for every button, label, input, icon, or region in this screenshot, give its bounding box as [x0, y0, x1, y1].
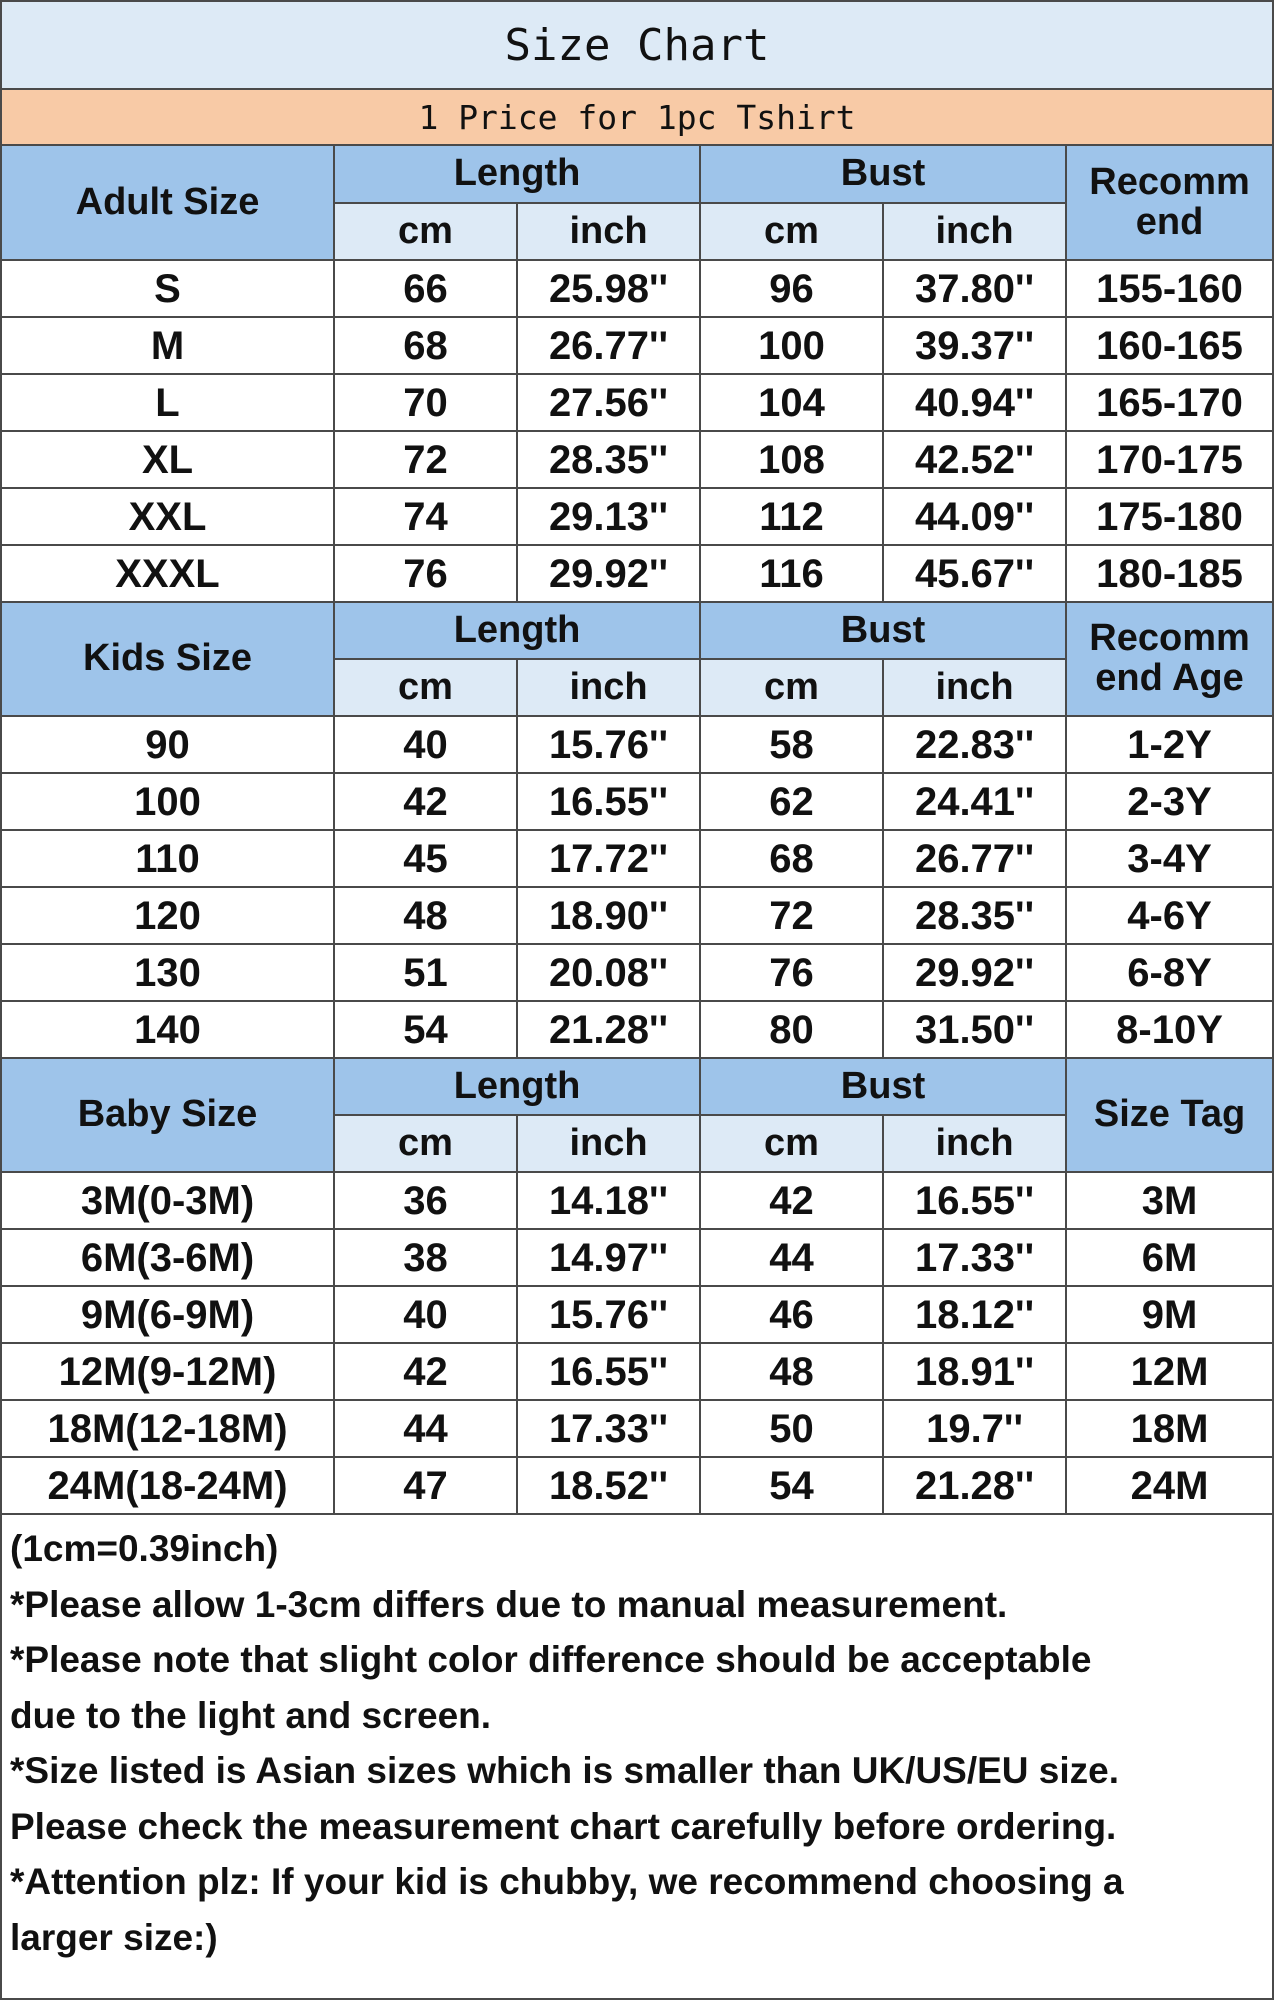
size-table	[2, 146, 1272, 1515]
kids-recommend-cell: 2-3Y	[1066, 773, 1272, 830]
baby-length-cm-cell: 40	[334, 1286, 517, 1343]
kids-size-cell: 110	[2, 830, 334, 887]
kids-recommend-age-header	[1066, 602, 1272, 716]
kids-length-cm-cell: 51	[334, 944, 517, 1001]
baby-size-header: Baby Size	[2, 1058, 334, 1172]
adult-length-inch-cell: 26.77''	[517, 317, 700, 374]
baby-length-inch-header: inch	[517, 1115, 700, 1172]
kids-size-cell: 130	[2, 944, 334, 1001]
adult-recommend-line2: end	[1135, 200, 1204, 243]
adult-size-cell: M	[2, 317, 334, 374]
adult-length-cm-header: cm	[334, 203, 517, 260]
table-row	[2, 488, 1272, 545]
kids-length-cm-cell: 54	[334, 1001, 517, 1058]
baby-size-cell: 12M(9-12M)	[2, 1343, 334, 1400]
baby-length-cm-cell: 47	[334, 1457, 517, 1514]
page-title: Size Chart	[2, 2, 1272, 90]
note-line: Please check the measurement chart carefully before ordering.	[10, 1805, 1117, 1847]
kids-size-header: Kids Size	[2, 602, 334, 716]
baby-length-cm-cell: 38	[334, 1229, 517, 1286]
note-line: larger size:)	[10, 1916, 218, 1958]
notes-section	[2, 1515, 1272, 1965]
kids-length-inch-cell: 21.28''	[517, 1001, 700, 1058]
adult-bust-inch-cell: 39.37''	[883, 317, 1066, 374]
adult-size-header: Adult Size	[2, 146, 334, 260]
adult-length-cm-cell: 70	[334, 374, 517, 431]
kids-length-inch-cell: 16.55''	[517, 773, 700, 830]
adult-recommend-cell: 155-160	[1066, 260, 1272, 317]
adult-recommend-header	[1066, 146, 1272, 260]
note-line: *Attention plz: If your kid is chubby, we recommend choosing a	[10, 1861, 1124, 1902]
kids-length-inch-cell: 15.76''	[517, 716, 700, 773]
baby-recommend-cell: 9M	[1066, 1286, 1272, 1343]
kids-recommend-cell: 6-8Y	[1066, 944, 1272, 1001]
table-row	[2, 545, 1272, 602]
kids-bust-inch-cell: 31.50''	[883, 1001, 1066, 1058]
adult-rows	[2, 260, 1272, 602]
kids-bust-cm-cell: 58	[700, 716, 883, 773]
adult-size-cell: XXL	[2, 488, 334, 545]
baby-recommend-cell: 12M	[1066, 1343, 1272, 1400]
adult-size-cell: S	[2, 260, 334, 317]
baby-bust-inch-cell: 18.12''	[883, 1286, 1066, 1343]
adult-size-cell: L	[2, 374, 334, 431]
adult-bust-cm-cell: 100	[700, 317, 883, 374]
kids-recommend-line2: end Age	[1095, 657, 1244, 699]
baby-bust-cm-cell: 48	[700, 1343, 883, 1400]
adult-header-row	[2, 146, 1272, 203]
kids-bust-inch-cell: 26.77''	[883, 830, 1066, 887]
baby-size-cell: 6M(3-6M)	[2, 1229, 334, 1286]
kids-length-cm-header: cm	[334, 659, 517, 716]
kids-bust-inch-cell: 29.92''	[883, 944, 1066, 1001]
kids-size-cell: 90	[2, 716, 334, 773]
adult-bust-cm-cell: 116	[700, 545, 883, 602]
baby-bust-cm-header: cm	[700, 1115, 883, 1172]
baby-recommend-cell: 24M	[1066, 1457, 1272, 1514]
table-row	[2, 431, 1272, 488]
table-row	[2, 716, 1272, 773]
baby-length-header: Length	[334, 1058, 700, 1115]
adult-recommend-line1: Recomm	[1089, 160, 1250, 203]
kids-bust-cm-cell: 80	[700, 1001, 883, 1058]
baby-bust-inch-header: inch	[883, 1115, 1066, 1172]
note-line: due to the light and screen.	[10, 1694, 492, 1736]
kids-bust-inch-cell: 28.35''	[883, 887, 1066, 944]
kids-length-cm-cell: 42	[334, 773, 517, 830]
kids-header-row	[2, 602, 1272, 659]
kids-size-cell: 100	[2, 773, 334, 830]
table-row	[2, 1457, 1272, 1514]
table-row	[2, 1286, 1272, 1343]
baby-recommend-cell: 6M	[1066, 1229, 1272, 1286]
kids-bust-cm-cell: 68	[700, 830, 883, 887]
adult-bust-cm-cell: 96	[700, 260, 883, 317]
adult-bust-inch-cell: 37.80''	[883, 260, 1066, 317]
adult-length-cm-cell: 76	[334, 545, 517, 602]
table-row	[2, 1400, 1272, 1457]
baby-length-cm-cell: 36	[334, 1172, 517, 1229]
table-row	[2, 260, 1272, 317]
table-row	[2, 1001, 1272, 1058]
kids-bust-cm-header: cm	[700, 659, 883, 716]
baby-size-cell: 3M(0-3M)	[2, 1172, 334, 1229]
table-row	[2, 944, 1272, 1001]
baby-bust-inch-cell: 19.7''	[883, 1400, 1066, 1457]
adult-size-cell: XL	[2, 431, 334, 488]
adult-bust-inch-cell: 40.94''	[883, 374, 1066, 431]
kids-length-inch-header: inch	[517, 659, 700, 716]
baby-bust-header: Bust	[700, 1058, 1066, 1115]
table-row	[2, 773, 1272, 830]
baby-bust-inch-cell: 18.91''	[883, 1343, 1066, 1400]
baby-length-inch-cell: 18.52''	[517, 1457, 700, 1514]
kids-bust-inch-header: inch	[883, 659, 1066, 716]
adult-bust-inch-cell: 45.67''	[883, 545, 1066, 602]
adult-length-inch-cell: 28.35''	[517, 431, 700, 488]
table-row	[2, 317, 1272, 374]
kids-rows	[2, 716, 1272, 1058]
note-line: *Please note that slight color difference should be acceptable	[10, 1639, 1092, 1680]
kids-size-cell: 140	[2, 1001, 334, 1058]
adult-size-cell: XXXL	[2, 545, 334, 602]
note-line: *Please allow 1-3cm differs due to manual measurement.	[10, 1583, 1008, 1625]
adult-length-inch-cell: 27.56''	[517, 374, 700, 431]
baby-bust-cm-cell: 54	[700, 1457, 883, 1514]
baby-recommend-cell: 18M	[1066, 1400, 1272, 1457]
adult-length-cm-cell: 66	[334, 260, 517, 317]
adult-length-cm-cell: 68	[334, 317, 517, 374]
adult-bust-inch-cell: 44.09''	[883, 488, 1066, 545]
adult-recommend-cell: 160-165	[1066, 317, 1272, 374]
adult-length-inch-cell: 25.98''	[517, 260, 700, 317]
adult-bust-cm-cell: 104	[700, 374, 883, 431]
adult-length-cm-cell: 74	[334, 488, 517, 545]
baby-bust-inch-cell: 21.28''	[883, 1457, 1066, 1514]
baby-length-cm-cell: 42	[334, 1343, 517, 1400]
note-line: *Size listed is Asian sizes which is smaller than UK/US/EU size.	[10, 1750, 1120, 1791]
adult-length-header: Length	[334, 146, 700, 203]
adult-bust-inch-cell: 42.52''	[883, 431, 1066, 488]
adult-length-cm-cell: 72	[334, 431, 517, 488]
kids-recommend-cell: 4-6Y	[1066, 887, 1272, 944]
note-line: (1cm=0.39inch)	[10, 1528, 279, 1569]
baby-bust-cm-cell: 50	[700, 1400, 883, 1457]
adult-recommend-cell: 165-170	[1066, 374, 1272, 431]
adult-length-inch-cell: 29.92''	[517, 545, 700, 602]
adult-bust-cm-cell: 108	[700, 431, 883, 488]
kids-bust-cm-cell: 72	[700, 887, 883, 944]
baby-bust-inch-cell: 17.33''	[883, 1229, 1066, 1286]
table-row	[2, 1343, 1272, 1400]
kids-bust-header: Bust	[700, 602, 1066, 659]
baby-size-cell: 24M(18-24M)	[2, 1457, 334, 1514]
kids-length-inch-cell: 20.08''	[517, 944, 700, 1001]
adult-bust-cm-cell: 112	[700, 488, 883, 545]
baby-length-inch-cell: 15.76''	[517, 1286, 700, 1343]
table-row	[2, 1229, 1272, 1286]
adult-bust-inch-header: inch	[883, 203, 1066, 260]
adult-recommend-cell: 180-185	[1066, 545, 1272, 602]
kids-length-cm-cell: 48	[334, 887, 517, 944]
kids-length-cm-cell: 40	[334, 716, 517, 773]
kids-recommend-cell: 1-2Y	[1066, 716, 1272, 773]
price-banner: 1 Price for 1pc Tshirt	[2, 90, 1272, 146]
kids-bust-cm-cell: 76	[700, 944, 883, 1001]
baby-length-inch-cell: 14.97''	[517, 1229, 700, 1286]
baby-size-cell: 18M(12-18M)	[2, 1400, 334, 1457]
kids-recommend-cell: 3-4Y	[1066, 830, 1272, 887]
kids-length-inch-cell: 17.72''	[517, 830, 700, 887]
kids-recommend-cell: 8-10Y	[1066, 1001, 1272, 1058]
kids-size-cell: 120	[2, 887, 334, 944]
adult-recommend-cell: 170-175	[1066, 431, 1272, 488]
baby-length-inch-cell: 17.33''	[517, 1400, 700, 1457]
adult-bust-header: Bust	[700, 146, 1066, 203]
adult-bust-cm-header: cm	[700, 203, 883, 260]
baby-length-inch-cell: 14.18''	[517, 1172, 700, 1229]
kids-bust-inch-cell: 24.41''	[883, 773, 1066, 830]
baby-header-row	[2, 1058, 1272, 1115]
table-row	[2, 887, 1272, 944]
table-row	[2, 374, 1272, 431]
baby-length-cm-cell: 44	[334, 1400, 517, 1457]
kids-bust-cm-cell: 62	[700, 773, 883, 830]
adult-recommend-cell: 175-180	[1066, 488, 1272, 545]
baby-rows	[2, 1172, 1272, 1514]
kids-recommend-line1: Recomm	[1089, 617, 1250, 660]
baby-length-inch-cell: 16.55''	[517, 1343, 700, 1400]
adult-length-inch-header: inch	[517, 203, 700, 260]
table-row	[2, 1172, 1272, 1229]
baby-size-tag-header: Size Tag	[1066, 1058, 1272, 1172]
kids-length-header: Length	[334, 602, 700, 659]
baby-size-cell: 9M(6-9M)	[2, 1286, 334, 1343]
kids-length-inch-cell: 18.90''	[517, 887, 700, 944]
adult-length-inch-cell: 29.13''	[517, 488, 700, 545]
baby-bust-cm-cell: 46	[700, 1286, 883, 1343]
baby-length-cm-header: cm	[334, 1115, 517, 1172]
baby-bust-cm-cell: 42	[700, 1172, 883, 1229]
kids-length-cm-cell: 45	[334, 830, 517, 887]
kids-bust-inch-cell: 22.83''	[883, 716, 1066, 773]
baby-recommend-cell: 3M	[1066, 1172, 1272, 1229]
baby-bust-cm-cell: 44	[700, 1229, 883, 1286]
table-row	[2, 830, 1272, 887]
baby-bust-inch-cell: 16.55''	[883, 1172, 1066, 1229]
